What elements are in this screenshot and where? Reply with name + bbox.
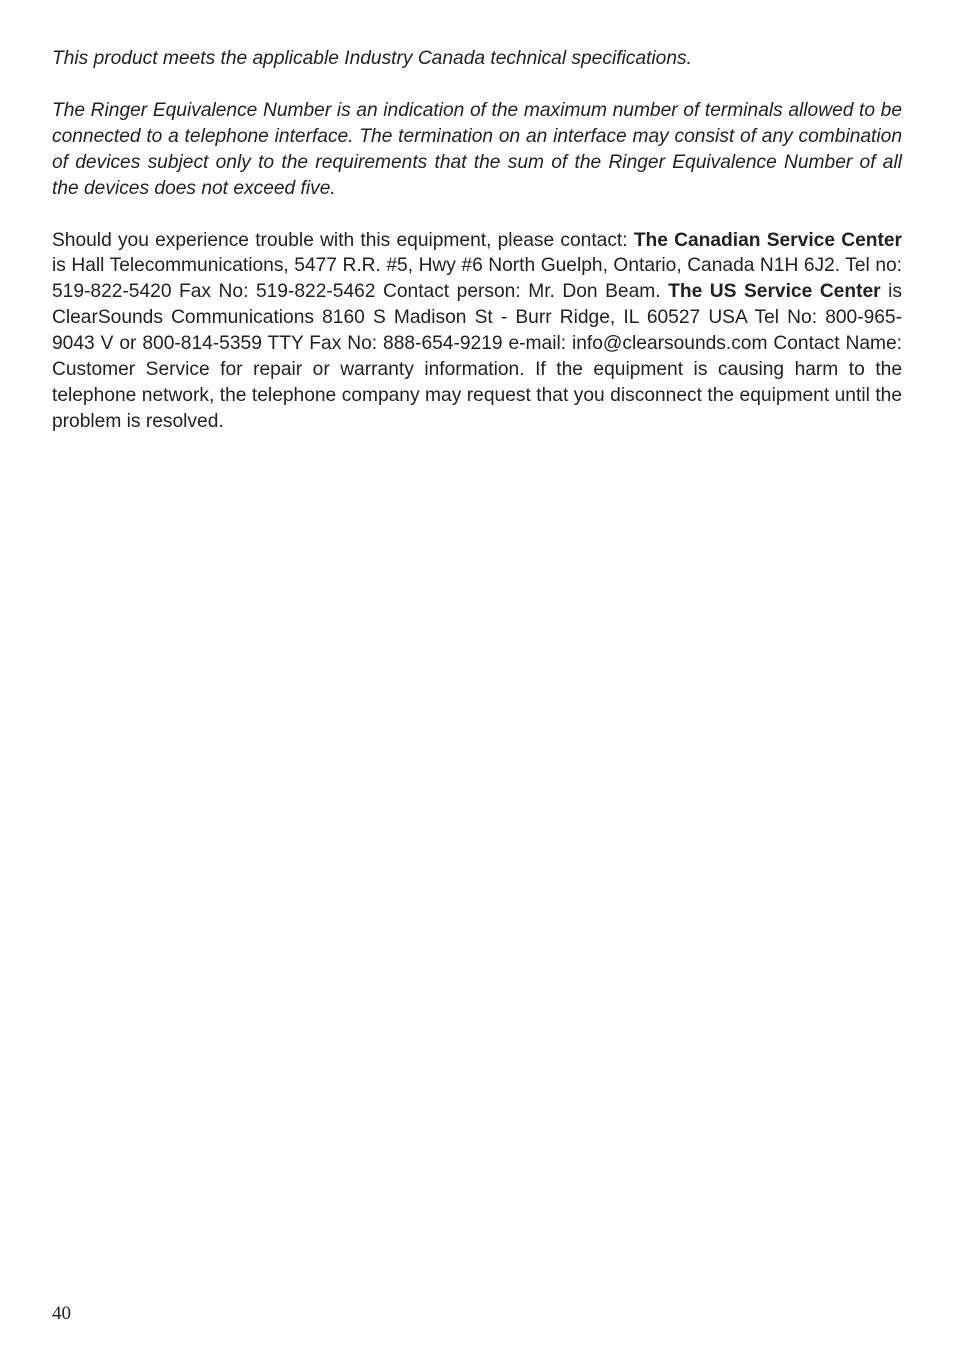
us-service-center-text: is ClearSounds Communications 8160 S Madison St - Burr Ridge, IL 60527 USA Tel No: 800-965-9043 V or 800-814-5359 TTY Fax No: 888-654-9219 e-mail: info@clearsounds.com Contact Name: Customer Service for repair or warranty information. If the equipment is causing harm to the telephone network, the telephone company may request that you disconnect the equipment until the problem is resolved. — [52, 281, 902, 432]
canadian-service-center-text: is Hall Telecommunications, 5477 R.R. #5, Hwy #6 North Guelph, Ontario, Canada N1H 6J2. Tel no: 519-822-5420 Fax No: 519-822-5462 Contact person: Mr. Don Beam. — [52, 255, 902, 303]
industry-canada-statement: This product meets the applicable Industry Canada technical specifications. — [52, 48, 692, 69]
service-intro-text: Should you experience trouble with this equipment, please contact: — [52, 229, 634, 251]
page-number: 40 — [52, 1303, 71, 1324]
canadian-service-center-label: The Canadian Service Center — [633, 229, 902, 251]
document-body — [52, 46, 902, 461]
ringer-equivalence-statement: The Ringer Equivalence Number is an indication of the maximum number of terminals allowed to be connected to a telephone interface. The termination on an interface may consist of any combination of devices subject only to the requirements that the sum of the Ringer Equivalence Number of all the devices does not exceed five. — [52, 99, 902, 199]
us-service-center-label: The US Service Center — [668, 281, 881, 303]
service-contact-paragraph — [52, 228, 902, 435]
